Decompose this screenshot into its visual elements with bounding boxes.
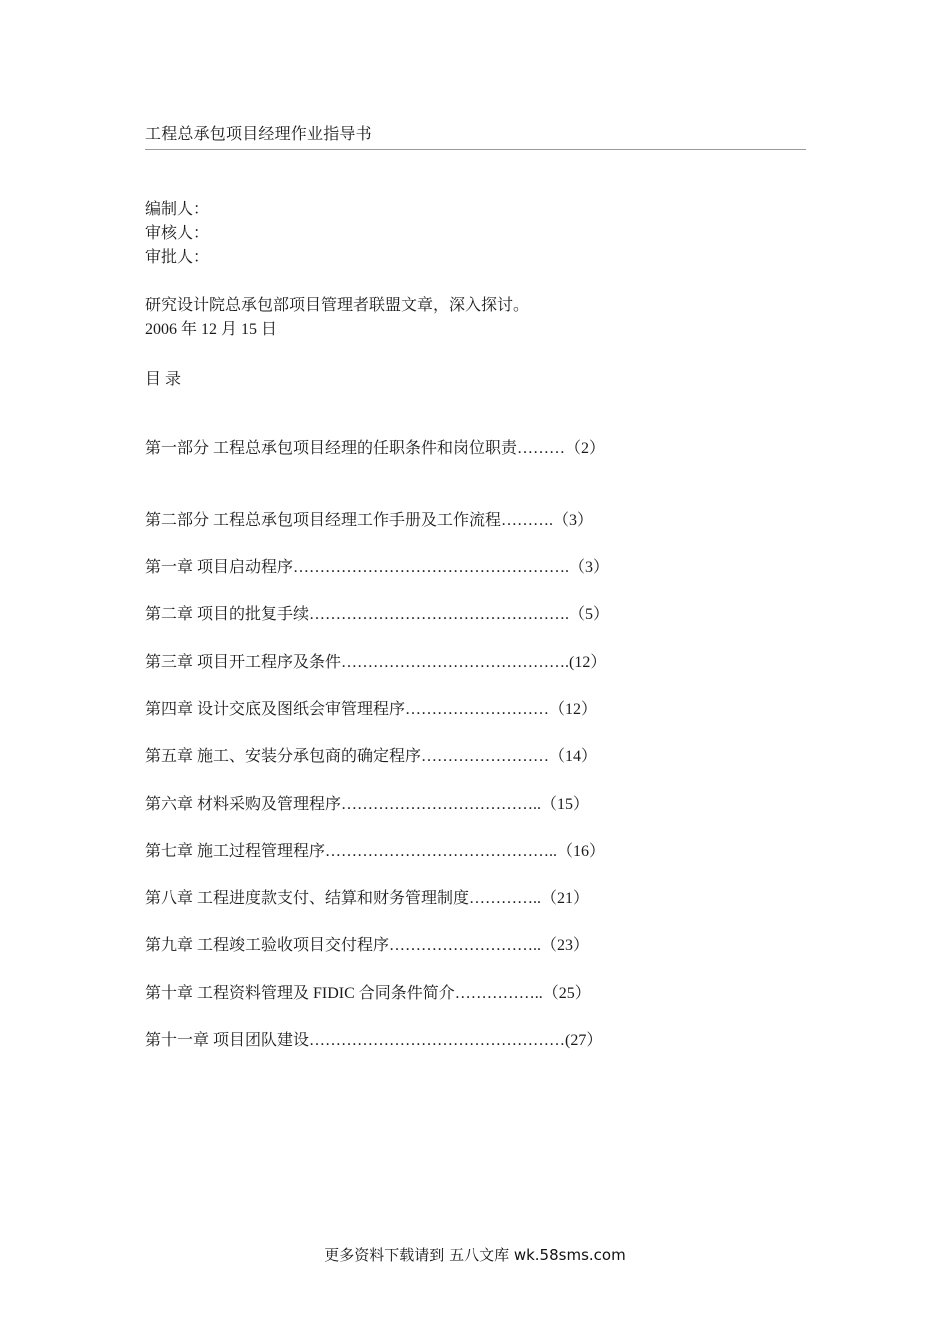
page-footer: 更多资料下载请到 五八文库 wk.58sms.com (324, 1246, 626, 1264)
toc-entry[interactable]: 第三章 项目开工程序及条件…………………………………….(12） (145, 654, 607, 671)
header-divider (145, 149, 806, 150)
toc-entry[interactable]: 第十一章 项目团队建设…………………………………………(27） (145, 1032, 603, 1049)
approver-label: 审批人： (145, 249, 210, 266)
toc-entry[interactable]: 第二章 项目的批复手续………………………………………….（5） (145, 606, 610, 623)
toc-entry[interactable]: 第一部分 工程总承包项目经理的任职条件和岗位职责………（2） (145, 440, 606, 457)
toc-entry[interactable]: 第十章 工程资料管理及 FIDIC 合同条件简介……………..（25） (145, 985, 591, 1002)
toc-entry[interactable]: 第四章 设计交底及图纸会审管理程序………………………（12） (145, 701, 598, 718)
toc-entry[interactable]: 第五章 施工、安装分承包商的确定程序……………………（14） (145, 748, 598, 765)
toc-entry[interactable]: 第七章 施工过程管理程序……………………………………..（16） (145, 843, 606, 860)
document-header-title: 工程总承包项目经理作业指导书 (145, 126, 372, 143)
article-note: 研究设计院总承包部项目管理者联盟文章，深入探讨。 (145, 297, 530, 314)
toc-entry[interactable]: 第六章 材料采购及管理程序………………………………..（15） (145, 796, 590, 813)
compiler-label: 编制人： (145, 201, 210, 218)
toc-entry[interactable]: 第九章 工程竣工验收项目交付程序………………………..（23） (145, 937, 590, 954)
toc-entry[interactable]: 第一章 项目启动程序…………………………………………….（3） (145, 559, 610, 576)
document-date: 2006 年 12 月 15 日 (145, 321, 278, 338)
reviewer-label: 审核人： (145, 225, 210, 242)
toc-entry[interactable]: 第二部分 工程总承包项目经理工作手册及工作流程……….（3） (145, 512, 594, 529)
toc-entry[interactable]: 第八章 工程进度款支付、结算和财务管理制度…………..（21） (145, 890, 590, 907)
toc-heading: 目 录 (145, 371, 182, 388)
